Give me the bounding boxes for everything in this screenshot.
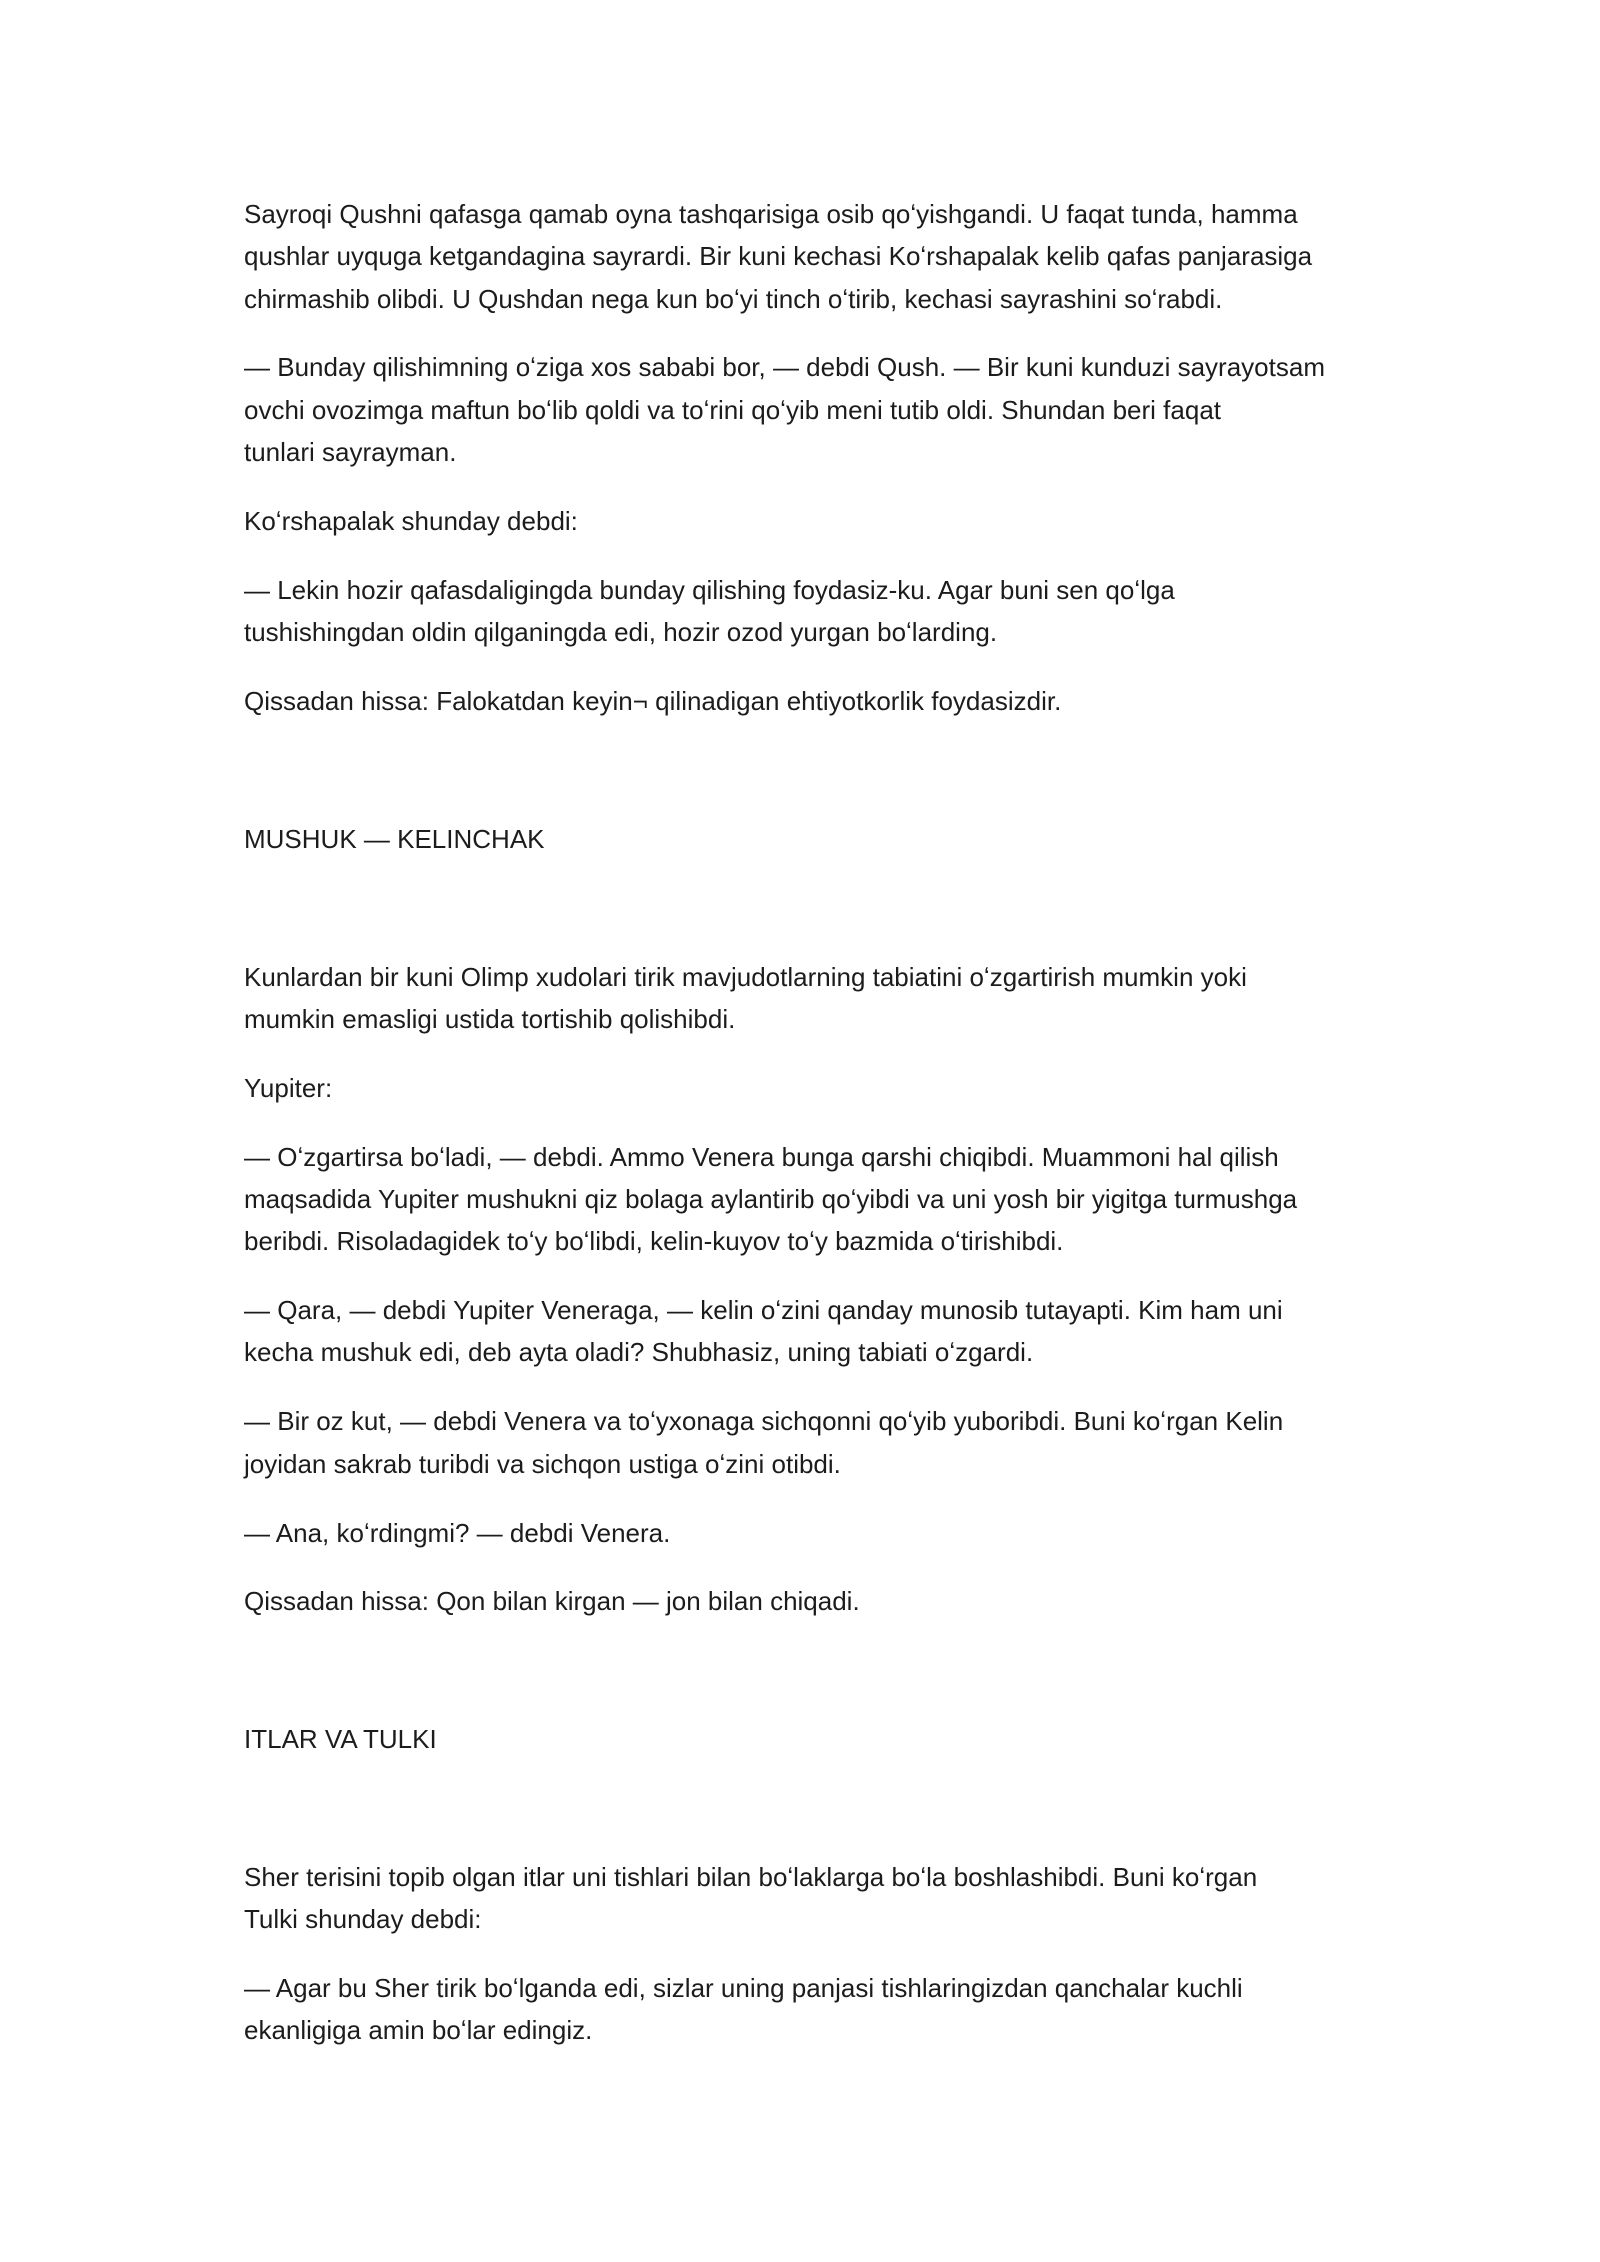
paragraph — [244, 569, 1544, 654]
paragraph-line: — Oʻzgartirsa boʻladi, — debdi. Ammo Venera bunga qarshi chiqibdi. Muammoni hal qilish — [244, 1141, 1279, 1172]
paragraph — [244, 1289, 1544, 1374]
blank-line — [244, 887, 1544, 956]
heading-text: MUSHUK — KELINCHAK — [244, 823, 545, 854]
paragraph-line: Sayroqi Qushni qafasga qamab oyna tashqarisiga osib qoʻyishgandi. U faqat tunda, hamma — [244, 199, 1298, 229]
paragraph-line: ekanligiga amin boʻlar edingiz. — [244, 2015, 593, 2046]
paragraph-line: — Bir oz kut, — debdi Venera va toʻyxonaga sichqonni qoʻyib yuboribdi. Buni koʻrgan Kelin — [244, 1406, 1284, 1437]
paragraph-line: ovchi ovozimga maftun boʻlib qoldi va toʻrini qoʻyib meni tutib oldi. Shundan beri faqat — [244, 394, 1222, 425]
paragraph-line: joyidan sakrab turibdi va sichqon ustiga oʻzini otibdi. — [244, 1448, 841, 1479]
blank-line — [244, 749, 1544, 818]
paragraph-line: — Qara, — debdi Yupiter Veneraga, — kelin oʻzini qanday munosib tutayapti. Kim ham uni — [244, 1295, 1283, 1326]
paragraph — [244, 1856, 1544, 1941]
paragraph — [244, 1067, 1544, 1109]
paragraph-line: — Lekin hozir qafasdaligingda bunday qilishing foydasiz-ku. Agar buni sen qoʻlga — [244, 574, 1175, 605]
paragraph — [244, 1967, 1544, 2052]
paragraph — [244, 1136, 1544, 1263]
paragraph-line: qushlar uyquga ketgandagina sayrardi. Bir kuni kechasi Koʻrshapalak kelib qafas panjarasiga — [244, 241, 1313, 272]
paragraph — [244, 346, 1544, 473]
moral-paragraph — [244, 1580, 1544, 1622]
blank-line — [244, 1649, 1544, 1718]
paragraph-line: — Ana, koʻrdingmi? — debdi Venera. — [244, 1517, 671, 1548]
blank-line — [244, 1787, 1544, 1856]
section-heading — [244, 818, 1544, 860]
moral-line: Qissadan hissa: Qon bilan kirgan — jon bilan chiqadi. — [244, 1586, 860, 1617]
paragraph-line: chirmashib olibdi. U Qushdan nega kun boʻyi tinch oʻtirib, kechasi sayrashini soʻrabdi. — [244, 283, 1223, 314]
paragraph-line: Tulki shunday debdi: — [244, 1904, 482, 1935]
moral-line: Qissadan hissa: Falokatdan keyin¬ qilinadigan ehtiyotkorlik foydasizdir. — [244, 686, 1062, 717]
paragraph-line: mumkin emasligi ustida tortishib qolishibdi. — [244, 1003, 736, 1034]
paragraph — [244, 193, 1544, 320]
paragraph-line: — Agar bu Sher tirik boʻlganda edi, sizlar uning panjasi tishlaringizdan qanchalar kuchli — [244, 1973, 1243, 2004]
moral-paragraph — [244, 680, 1544, 722]
paragraph — [244, 1512, 1544, 1554]
paragraph-line: Sher terisini topib olgan itlar uni tishlari bilan boʻlaklarga boʻla boshlashibdi. Buni koʻrgan — [244, 1862, 1258, 1892]
paragraph-line: beribdi. Risoladagidek toʻy boʻlibdi, kelin-kuyov toʻy bazmida oʻtirishibdi. — [244, 1226, 1064, 1257]
document-body — [244, 193, 1544, 2078]
paragraph — [244, 1400, 1544, 1485]
paragraph — [244, 500, 1544, 542]
paragraph-line: tushishingdan oldin qilganingda edi, hozir ozod yurgan boʻlarding. — [244, 617, 998, 648]
heading-text: ITLAR VA TULKI — [244, 1724, 437, 1755]
paragraph-line: maqsadida Yupiter mushukni qiz bolaga aylantirib qoʻyibdi va uni yosh bir yigitga turmushga — [244, 1183, 1298, 1214]
paragraph-line: Yupiter: — [244, 1072, 333, 1103]
paragraph-line: Kunlardan bir kuni Olimp xudolari tirik mavjudotlarning tabiatini oʻzgartirish mumkin yoki — [244, 961, 1247, 992]
paragraph-line: — Bunday qilishimning oʻziga xos sababi bor, — debdi Qush. — Bir kuni kunduzi sayrayotsam — [244, 352, 1325, 383]
paragraph-line: Koʻrshapalak shunday debdi: — [244, 505, 578, 536]
paragraph-line: tunlari sayrayman. — [244, 437, 457, 468]
paragraph-line: kecha mushuk edi, deb ayta oladi? Shubhasiz, uning tabiati oʻzgardi. — [244, 1337, 1034, 1368]
paragraph — [244, 956, 1544, 1041]
section-heading — [244, 1718, 1544, 1760]
